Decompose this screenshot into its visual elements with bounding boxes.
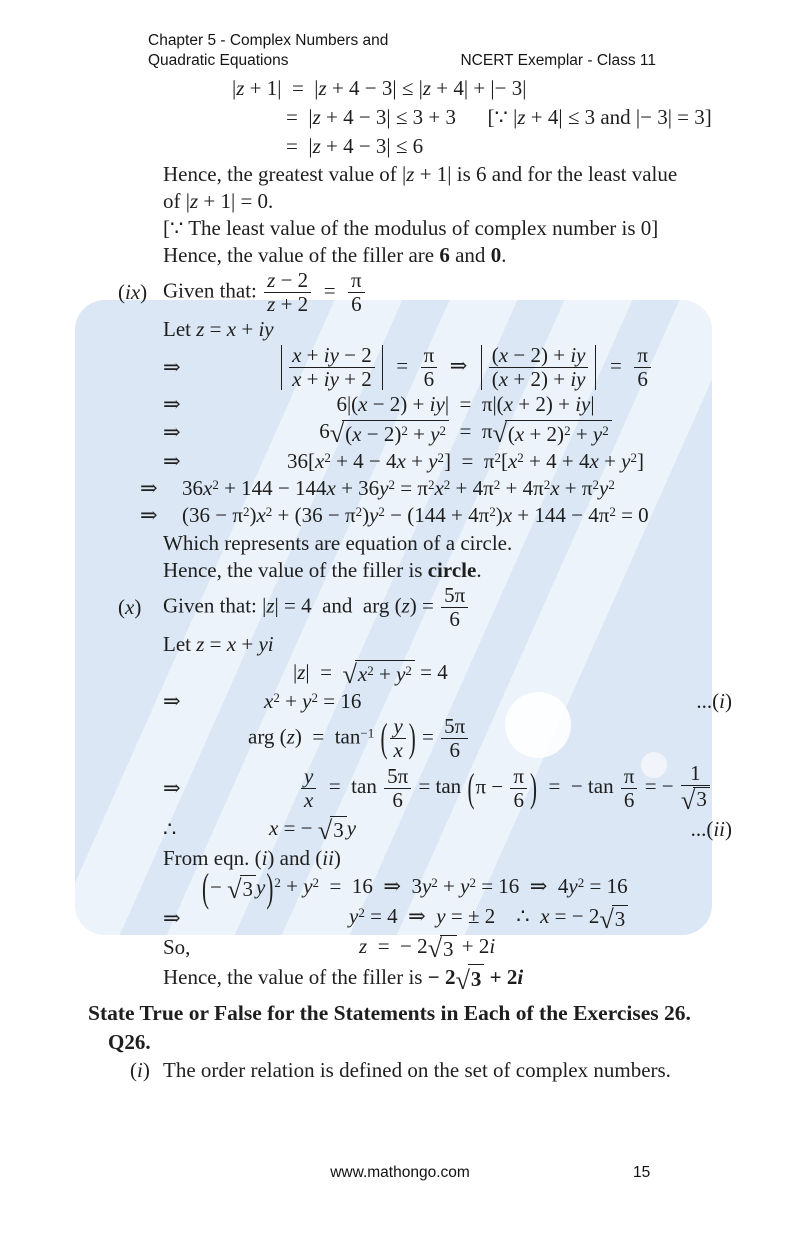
relation-symbol: ⇒ — [140, 475, 158, 500]
relation-symbol: ⇒ — [140, 502, 158, 527]
math-expression: 6 √ $(x - 2)^2 + y^2$ = π √ $(x + 2)^2 + y^2$ — [199, 419, 732, 447]
text-line — [0, 845, 800, 872]
math-expression: = |z + 4 − 3| ≤ 6 — [286, 134, 424, 158]
chapter-title-line1: Chapter 5 - Complex Numbers and — [148, 32, 389, 49]
equation-line — [0, 689, 800, 714]
math-expression: Which represents are equation of a circle. — [163, 530, 513, 555]
page-header — [148, 31, 656, 71]
relation-symbol: ∴ — [163, 816, 177, 841]
math-expression: $36x^2 + 144 - 144x + 36y^2 = \pi^2x^2 + 4\pi^2 + 4\pi^2x + \pi^2y^2$ — [182, 475, 615, 500]
equation-line — [0, 132, 800, 161]
math-expression: x = − √ 3 y — [269, 815, 357, 846]
true-false-heading — [0, 998, 800, 1028]
part-ix-statement — [0, 270, 800, 315]
item-label: (i) — [130, 1058, 150, 1083]
equation-line — [0, 864, 800, 911]
text-line — [0, 161, 800, 188]
math-expression: ( − √ 3 y ) $^2 + y^2$ = 16 ⇒ $3y^2 + y^2 = 16$ ⇒ $4y^2 = 16$ — [202, 864, 628, 911]
relation-symbol: ⇒ — [163, 420, 181, 445]
math-expression: Given that: $\frac{z - 2}{z + 2}$ = $\frac{\pi}{6}$ — [163, 270, 367, 315]
relation-symbol: ⇒ — [163, 355, 181, 379]
equation-tag: ...(i) — [696, 689, 732, 714]
part-x-statement — [0, 582, 800, 631]
equation-line — [0, 74, 800, 103]
math-expression: From eqn. (i) and (ii) — [163, 846, 341, 871]
equation-line — [0, 345, 800, 390]
math-expression: z = − 2 √ 3 + 2i — [359, 934, 496, 964]
math-expression: Hence, the greatest value of |z + 1| is 6 and for the least value — [163, 162, 678, 186]
math-expression: $\frac{y}{x}$ = tan $\frac{5\pi}{6}$ = tan ( π − $\frac{\pi}{6}$ ) = − tan $\frac{\pi}{6}$ = − 1 √ 3 — [199, 763, 732, 813]
equation-line — [0, 476, 800, 501]
equation-line — [0, 503, 800, 528]
relation-symbol: ⇒ — [163, 689, 181, 714]
question-number — [0, 1028, 800, 1057]
equation-line — [0, 392, 800, 417]
math-expression: The order relation is defined on the set of complex numbers. — [163, 1058, 671, 1083]
math-expression: arg (z) = $\tan^{-1}$ ( $\frac{y}{x}$ ) = $\frac{5\pi}{6}$ — [163, 716, 732, 761]
item-label: (x) — [118, 594, 142, 619]
math-expression: $x^2 + y^2 = 16$ — [264, 689, 362, 714]
relation-symbol: So, — [163, 935, 191, 960]
text-line — [0, 316, 800, 343]
math-expression: |z| = √ $x^2 + y^2$ = 4 — [293, 659, 448, 690]
equation-line — [0, 904, 800, 932]
book-title: NCERT Exemplar - Class 11 — [460, 52, 656, 69]
equation-line — [0, 660, 800, 688]
equation-line — [0, 103, 800, 132]
math-expression: $y^2 = 4$ ⇒ y = ± 2 ∴ x = − 2 √ 3 — [199, 904, 732, 932]
text-line — [0, 242, 800, 269]
equation-line — [0, 419, 800, 447]
equation-tag: ...(ii) — [690, 816, 732, 841]
math-expression: 6|(x − 2) + iy| = π|(x + 2) + iy| — [336, 392, 595, 416]
math-expression: Let z = x + iy — [163, 317, 274, 341]
equation-line — [0, 716, 800, 761]
text-line — [0, 964, 800, 994]
chapter-title — [148, 31, 388, 71]
math-expression: [∵ The least value of the modulus of complex number is 0] — [163, 216, 659, 240]
text-line — [0, 215, 800, 242]
equation-line — [0, 934, 800, 962]
solution-body — [0, 74, 800, 1084]
math-expression: Hence, the value of the filler are 6 and 0. — [163, 243, 507, 267]
relation-symbol: ⇒ — [163, 392, 181, 416]
math-expression: |z + 1| = |z + 4 − 3| ≤ |z + 4| + |− 3| — [232, 76, 527, 100]
math-expression: Hence, the value of the filler is circle. — [163, 557, 482, 582]
math-expression: State True or False for the Statements in Each of the Exercises 26. — [88, 1001, 691, 1026]
relation-symbol: ⇒ — [163, 905, 181, 930]
math-expression: = |z + 4 − 3| ≤ 3 + 3 [∵ |z + 4| ≤ 3 and |− 3| = 3] — [286, 105, 712, 129]
equation-line — [0, 761, 800, 816]
equation-line — [0, 449, 800, 474]
footer-site-link[interactable]: www.mathongo.com — [330, 1164, 470, 1181]
text-line — [0, 530, 800, 557]
chapter-title-line2: Quadratic Equations — [148, 52, 289, 69]
math-expression: $(36 - \pi^2)x^2 + (36 - \pi^2)y^2 - (144 + 4\pi^2)x + 144 - 4\pi^2 = 0$ — [182, 502, 649, 527]
text-line — [0, 188, 800, 215]
math-expression: Let z = x + yi — [163, 631, 274, 656]
math-expression: Given that: |z| = 4 and arg (z) = $\frac{5\pi}{6}$ — [163, 585, 470, 630]
page-number: 15 — [633, 1164, 651, 1181]
math-expression: $\frac{x + iy - 2}{x + iy + 2}$ = $\frac{\pi}{6}$ ⇒ $\frac{(x - 2) + iy}{(x + 2) + iy}$ = $\frac{\pi}{6}$ — [199, 345, 732, 390]
page-footer — [0, 1164, 800, 1182]
item-label: (ix) — [118, 280, 148, 304]
question-part-i — [0, 1057, 800, 1084]
relation-symbol: ⇒ — [163, 448, 181, 473]
relation-symbol: ⇒ — [163, 776, 181, 800]
text-line — [0, 631, 800, 658]
math-expression: of |z + 1| = 0. — [163, 189, 274, 213]
math-expression: $36[x^2 + 4 - 4x + y^2]$ = $\pi^2[x^2 + 4 + 4x + y^2]$ — [287, 448, 644, 473]
math-expression: Q26. — [108, 1030, 151, 1055]
equation-line — [0, 816, 800, 844]
text-line — [0, 557, 800, 584]
math-expression: Hence, the value of the filler is − 2 √ 3 + 2i — [163, 964, 524, 996]
